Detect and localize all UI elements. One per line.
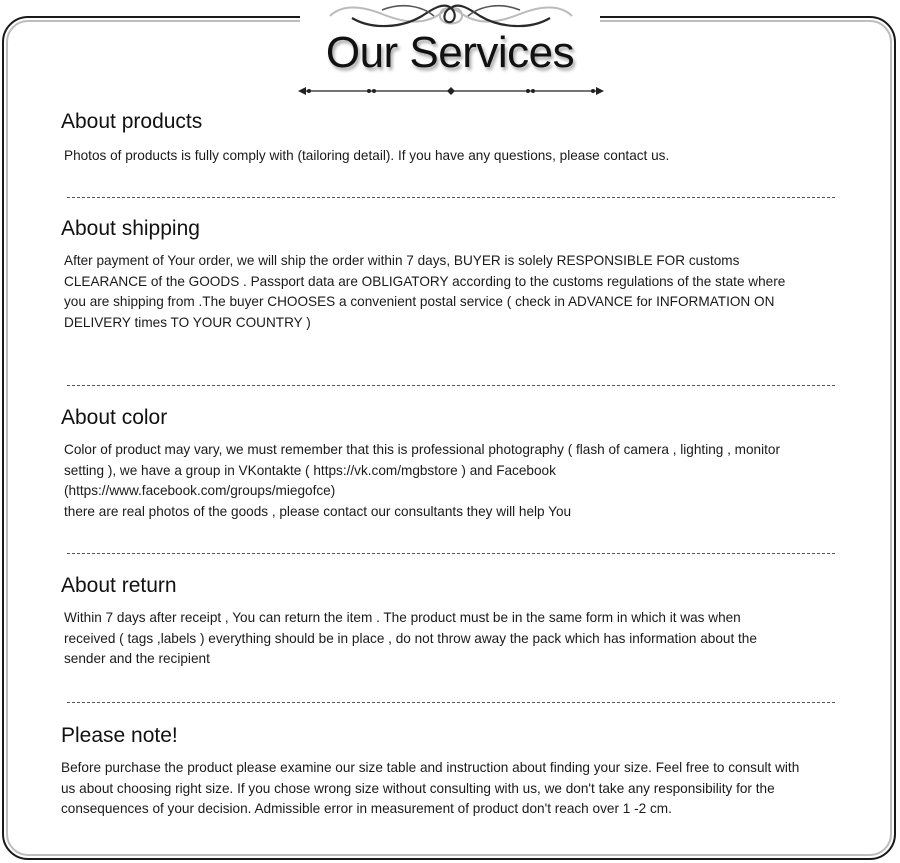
section-heading: About return bbox=[61, 574, 177, 597]
section-heading: About color bbox=[61, 406, 168, 429]
section-body: After payment of Your order, we will ship the order within 7 days, BUYER is solely RESPONSIBLE FOR customs CLEARANCE of the GOODS . Passport data are OBLIGATORY according to the customs regulations of the state where you are shipping from .The buyer CHOOSES a convenient postal service ( check in ADVANCE for INFORMATION ON DELIVERY times TO YOUR COUNTRY ) bbox=[64, 253, 786, 330]
section-body: Before purchase the product please examine our size table and instruction about finding your size. Feel free to consult with us about choosing right size. If you chose wrong size without consulting with us, we don't take any responsibility for the consequences of your decision. Admissible error in measurement of product don't reach over 1 -2 cm. bbox=[61, 760, 800, 816]
page-title: Our Services bbox=[325, 28, 575, 77]
section-heading: About shipping bbox=[61, 217, 200, 240]
section-heading: About products bbox=[61, 110, 203, 133]
section-please-note bbox=[61, 724, 851, 820]
dashed-divider bbox=[67, 197, 835, 198]
dashed-divider bbox=[67, 702, 835, 703]
section-heading: Please note! bbox=[61, 724, 178, 747]
section-body: Color of product may vary, we must remember that this is professional photography ( flash of camera , lighting , monitor setting ), we have a group in VKontakte ( https://vk.com/mgbstore ) and Facebook (https://www.facebook.com/groups/miegofce) there are real photos of the goods , please contact our consultants they will help You bbox=[64, 442, 780, 519]
dashed-divider bbox=[67, 385, 835, 386]
arrow-divider-ornament-icon bbox=[296, 84, 606, 98]
dashed-divider bbox=[67, 553, 835, 554]
section-about-color bbox=[61, 406, 851, 522]
section-about-shipping bbox=[61, 217, 851, 333]
section-body: Photos of products is fully comply with (tailoring detail). If you have any questions, please contact us. bbox=[64, 148, 670, 163]
section-about-return bbox=[61, 574, 851, 670]
section-body: Within 7 days after receipt , You can return the item . The product must be in the same form in which it was when received ( tags ,labels ) everything should be in place , do not throw away the pack which has information about the sender and the recipient bbox=[64, 610, 757, 666]
section-about-products bbox=[61, 110, 851, 167]
